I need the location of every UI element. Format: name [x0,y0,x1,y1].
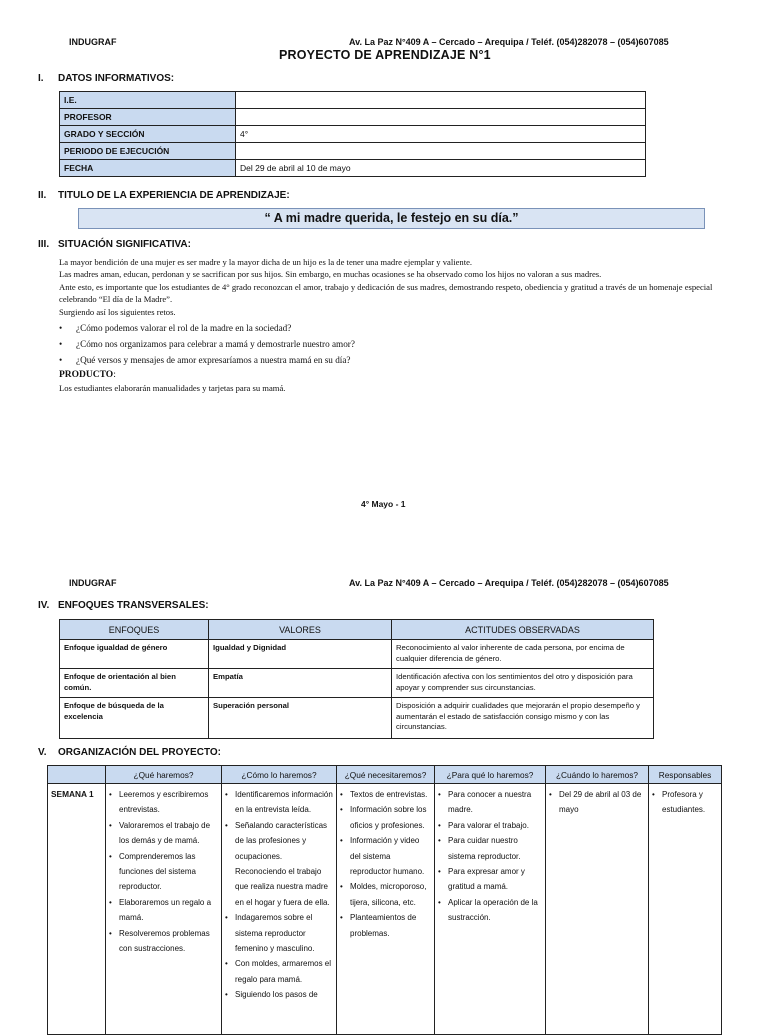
column-header: ¿Para qué lo haremos? [435,766,546,784]
organization-table [47,765,722,1035]
info-row [60,143,646,160]
info-value [236,109,646,126]
info-label: PERIODO DE EJECUCIÓN [60,143,236,160]
page1-header-address: Av. La Paz N°409 A – Cercado – Arequipa / Teléf. (054)282078 – (054)607085 [349,37,669,47]
table-row [60,669,654,698]
valor-cell: Empatía [209,669,392,698]
week-cell: SEMANA 1 [48,784,106,1035]
list-item: • ¿Cómo podemos valorar el rol de la madre en la sociedad? [59,320,729,336]
info-value [236,143,646,160]
column-header [48,766,106,784]
como-haremos-cell [222,784,337,1035]
section-3-number: III. [38,239,50,250]
list-item: • Aplicar la operación de la sustracción. [438,895,542,926]
table-row [60,698,654,739]
list-item: • Moldes, microporoso, tijera, silicona, etc. [340,879,431,910]
page2-header-org: INDUGRAF [69,578,117,588]
product-heading [59,369,729,382]
info-row [60,109,646,126]
actitud-cell: Disposición a adquirir cualidades que mejorarán el propio desempeño y aumentarán el estado de satisfacción consigo mismo y con las circunstancias. [392,698,654,739]
experience-title: “ A mi madre querida, le festejo en su día.” [78,208,705,229]
list-item: • Información sobre los oficios y profesiones. [340,802,431,833]
list-item: • Del 29 de abril al 03 de mayo [549,787,645,818]
list-item: • Elaboraremos un regalo a mamá. [109,895,218,926]
info-row [60,126,646,143]
list-item: • Señalando características de las profesiones y ocupaciones. Reconociendo el trabajo que realiza nuestra madre en el hogar y fuera de ella. [225,818,333,910]
column-header: ¿Qué haremos? [106,766,222,784]
section-4-title: ENFOQUES TRANSVERSALES: [58,600,209,611]
list-item: • Identificaremos información en la entrevista leída. [225,787,333,818]
table-row [60,640,654,669]
situation-body [59,256,729,394]
list-item: • Siguiendo los pasos de [225,987,333,1002]
list-item: • Para conocer a nuestra madre. [438,787,542,818]
para-que-cell [435,784,546,1035]
que-haremos-cell [106,784,222,1035]
column-header: ENFOQUES [60,620,209,640]
info-table [59,91,646,177]
section-1-number: I. [38,73,44,84]
responsables-cell [649,784,722,1035]
info-label: GRADO Y SECCIÓN [60,126,236,143]
section-3-title: SITUACIÓN SIGNIFICATIVA: [58,239,191,250]
list-item: • Para cuidar nuestro sistema reproductor. [438,833,542,864]
situation-paragraph: Ante esto, es importante que los estudiantes de 4° grado reconozcan el amor, trabajo y dedicación de sus madres, demostrando respeto, obediencia y gratitud a través de un homenaje especial celebrando “El día de la Madre”. [59,281,713,305]
enfoques-table [59,619,654,739]
product-colon: : [113,370,116,381]
section-4-heading [38,600,209,611]
section-1-heading [38,73,174,84]
product-label: PRODUCTO [59,370,114,381]
page1-header-org: INDUGRAF [69,37,117,47]
info-value: 4° [236,126,646,143]
info-value: Del 29 de abril al 10 de mayo [236,160,646,177]
valor-cell: Superación personal [209,698,392,739]
section-4-number: IV. [38,600,50,611]
list-item: • Resolveremos problemas con sustracciones. [109,926,218,957]
enfoque-cell: Enfoque de búsqueda de la excelencia [60,698,209,739]
list-item: • Planteamientos de problemas. [340,910,431,941]
enfoque-cell: Enfoque de orientación al bien común. [60,669,209,698]
table-header-row [48,766,722,784]
list-item: • Comprenderemos las funciones del sistema reproductor. [109,849,218,895]
necesitaremos-cell [337,784,435,1035]
info-row [60,160,646,177]
info-label: I.E. [60,92,236,109]
actitud-cell: Reconocimiento al valor inherente de cada persona, por encima de cualquier diferencia de género. [392,640,654,669]
list-item: • Con moldes, armaremos el regalo para mamá. [225,956,333,987]
table-row [48,784,722,1035]
page2-header-address: Av. La Paz N°409 A – Cercado – Arequipa / Teléf. (054)282078 – (054)607085 [349,578,669,588]
page-footer: 4° Mayo - 1 [361,499,406,509]
info-value [236,92,646,109]
section-5-number: V. [38,747,47,758]
list-item: • Valoraremos el trabajo de los demás y de mamá. [109,818,218,849]
section-2-title: TITULO DE LA EXPERIENCIA DE APRENDIZAJE: [58,190,290,201]
list-item: • Profesora y estudiantes. [652,787,718,818]
list-item: • Para expresar amor y gratitud a mamá. [438,864,542,895]
list-item: • Textos de entrevistas. [340,787,431,802]
valor-cell: Igualdad y Dignidad [209,640,392,669]
section-1-title: DATOS INFORMATIVOS: [58,73,175,84]
section-3-heading [38,239,191,250]
column-header: ACTITUDES OBSERVADAS [392,620,654,640]
column-header: VALORES [209,620,392,640]
list-item: • ¿Cómo nos organizamos para celebrar a mamá y demostrarle nuestro amor? [59,336,729,352]
list-item: • Indagaremos sobre el sistema reproductor femenino y masculino. [225,910,333,956]
list-item: • ¿Qué versos y mensajes de amor expresaríamos a nuestra mamá en su día? [59,352,729,368]
product-text: Los estudiantes elaborarán manualidades y tarjetas para su mamá. [59,383,286,394]
section-5-title: ORGANIZACIÓN DEL PROYECTO: [58,747,221,758]
info-row [60,92,646,109]
challenges-list [59,320,729,368]
list-item: • Para valorar el trabajo. [438,818,542,833]
info-label: PROFESOR [60,109,236,126]
enfoque-cell: Enfoque igualdad de género [60,640,209,669]
situation-paragraph: Las madres aman, educan, perdonan y se sacrifican por sus hijos. Sin embargo, en muchas ocasiones se ha observado como los hijos no valoran a sus madres. [59,269,602,280]
list-item: • Información y video del sistema reproductor humano. [340,833,431,879]
column-header: ¿Qué necesitaremos? [337,766,435,784]
info-label: FECHA [60,160,236,177]
section-2-number: II. [38,190,47,201]
situation-paragraph: La mayor bendición de una mujer es ser madre y la mayor dicha de un hijo es la de tener una madre ejemplar y valiente. [59,257,473,267]
list-item: • Leeremos y escribiremos entrevistas. [109,787,218,818]
column-header: ¿Cuándo lo haremos? [546,766,649,784]
page-title: PROYECTO DE APRENDIZAJE N°1 [279,48,491,62]
section-2-heading [38,190,290,201]
column-header: ¿Cómo lo haremos? [222,766,337,784]
situation-paragraph: Surgiendo así los siguientes retos. [59,306,176,317]
table-header-row [60,620,654,640]
cuando-cell [546,784,649,1035]
section-5-heading [38,747,221,758]
column-header: Responsables [649,766,722,784]
actitud-cell: Identificación afectiva con los sentimientos del otro y disposición para apoyar y comprender sus circunstancias. [392,669,654,698]
